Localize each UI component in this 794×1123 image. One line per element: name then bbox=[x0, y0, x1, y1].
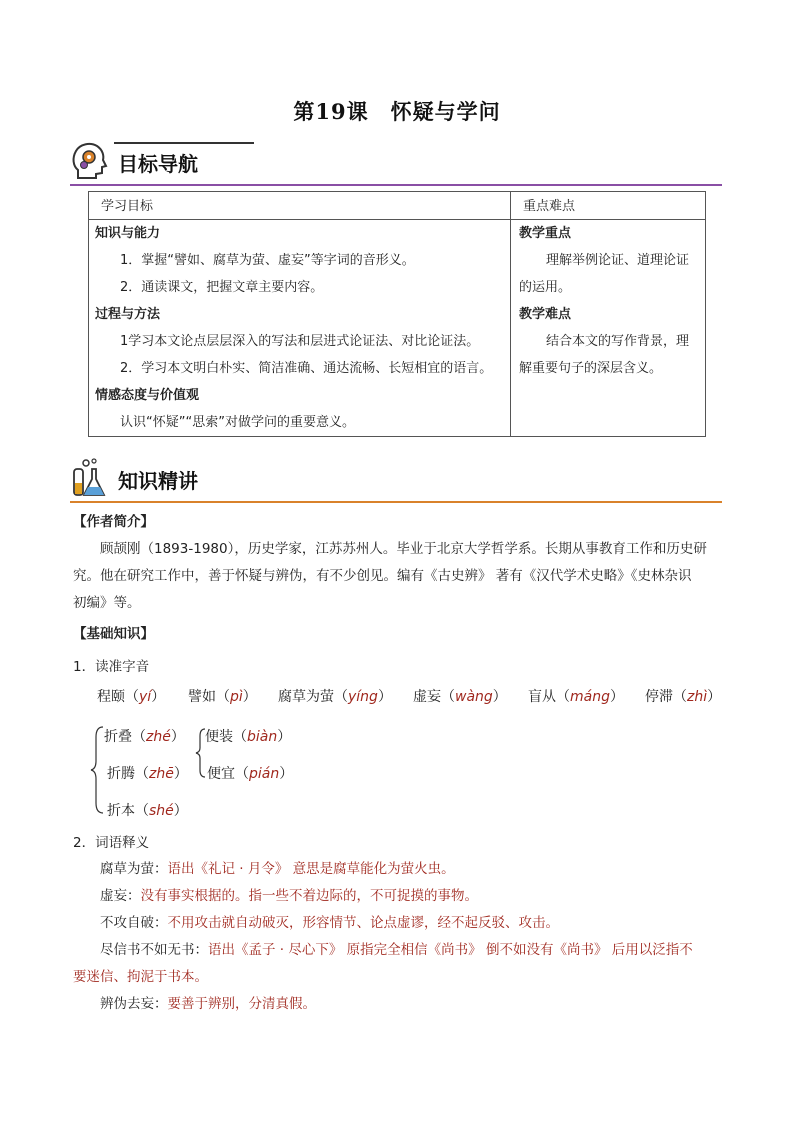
author-paragraph-line: 初编》等。 bbox=[73, 595, 141, 611]
pron-item: 腐草为萤（yíng） bbox=[278, 689, 392, 705]
section-title-goals: 目标导航 bbox=[118, 152, 198, 176]
pron-item: 程颐（yí） bbox=[97, 689, 166, 705]
polyphone-item: 便装（biàn） bbox=[205, 729, 292, 745]
lab-flask-icon bbox=[70, 457, 110, 499]
goal-item: 1学习本文论点层层深入的写法和层进式论证法、对比论证法。 bbox=[120, 334, 480, 349]
section-header-knowledge bbox=[70, 457, 722, 503]
question-pronunciation: 1．读准字音 bbox=[73, 659, 150, 675]
definition-line: 辨伪去妄：要善于辨别，分清真假。 bbox=[100, 996, 316, 1012]
keypoint-item: 解重要句子的深层含义。 bbox=[519, 361, 663, 376]
section-divider bbox=[70, 184, 722, 186]
definition-line: 尽信书不如无书：语出《孟子 · 尽心下》 原指完全相信《尚书》 倒不如没有《尚书》 后用以泛指不 bbox=[100, 942, 693, 958]
pron-item: 停滞（zhì） bbox=[645, 689, 722, 705]
section-divider bbox=[70, 501, 722, 503]
polyphone-item: 折腾（zhē） bbox=[107, 766, 188, 782]
goals-cell bbox=[89, 220, 511, 437]
goal-item: 2．通读课文，把握文章主要内容。 bbox=[120, 280, 324, 295]
polyphone-item: 折本（shé） bbox=[107, 803, 188, 819]
goals-table bbox=[88, 191, 706, 437]
definition-line: 腐草为萤：语出《礼记 · 月令》 意思是腐草能化为萤火虫。 bbox=[100, 861, 455, 877]
goal-heading: 知识与能力 bbox=[95, 226, 161, 241]
author-paragraph-line: 顾颉刚（1893-1980），历史学家，江苏苏州人。毕业于北京大学哲学系。长期从事教育工作和历史研 bbox=[100, 541, 707, 557]
definition-line: 虚妄：没有事实根据的。指一些不着边际的，不可捉摸的事物。 bbox=[100, 888, 478, 904]
keypoint-heading: 教学重点 bbox=[519, 226, 572, 241]
head-gears-icon bbox=[70, 140, 110, 182]
question-definitions: 2．词语释义 bbox=[73, 835, 150, 851]
pron-item: 譬如（pì） bbox=[188, 689, 257, 705]
basics-heading: 【基础知识】 bbox=[73, 626, 154, 642]
goal-item: 2．学习本文明白朴实、简洁准确、通达流畅、长短相宜的语言。 bbox=[120, 361, 493, 376]
section-title-knowledge: 知识精讲 bbox=[118, 469, 198, 493]
author-section bbox=[73, 509, 723, 617]
keypoints-cell bbox=[511, 220, 706, 437]
keypoint-heading: 教学难点 bbox=[519, 307, 572, 322]
goal-item: 1．掌握“譬如、腐草为萤、虚妄”等字词的音形义。 bbox=[120, 253, 415, 268]
table-header-goals: 学习目标 bbox=[89, 192, 511, 220]
section-header-goals bbox=[70, 140, 722, 186]
goal-item: 认识“怀疑”“思索”对做学问的重要意义。 bbox=[120, 415, 355, 430]
goal-heading: 过程与方法 bbox=[95, 307, 161, 322]
definition-line: 要迷信、拘泥于书本。 bbox=[73, 969, 208, 985]
table-header-keypoints: 重点难点 bbox=[511, 192, 706, 220]
polyphone-item: 便宜（pián） bbox=[207, 766, 294, 782]
author-heading: 【作者简介】 bbox=[73, 514, 154, 530]
author-paragraph-line: 究。他在研究工作中，善于怀疑与辨伪，有不少创见。编有《古史辨》 著有《汉代学术史略》《史林杂识 bbox=[73, 568, 692, 584]
keypoint-item: 的运用。 bbox=[519, 280, 572, 295]
goal-heading: 情感态度与价值观 bbox=[95, 388, 200, 403]
polyphone-item: 折叠（zhé） bbox=[104, 729, 185, 745]
lesson-title: 第19课 怀疑与学问 bbox=[293, 99, 501, 124]
keypoint-item: 结合本文的写作背景，理 bbox=[546, 334, 690, 349]
pron-item: 盲从（máng） bbox=[528, 689, 624, 705]
pron-item: 虚妄（wàng） bbox=[413, 689, 507, 705]
definition-line: 不攻自破：不用攻击就自动破灭，形容情节、论点虚谬，经不起反驳、攻击。 bbox=[100, 915, 559, 931]
keypoint-item: 理解举例论证、道理论证 bbox=[546, 253, 690, 268]
